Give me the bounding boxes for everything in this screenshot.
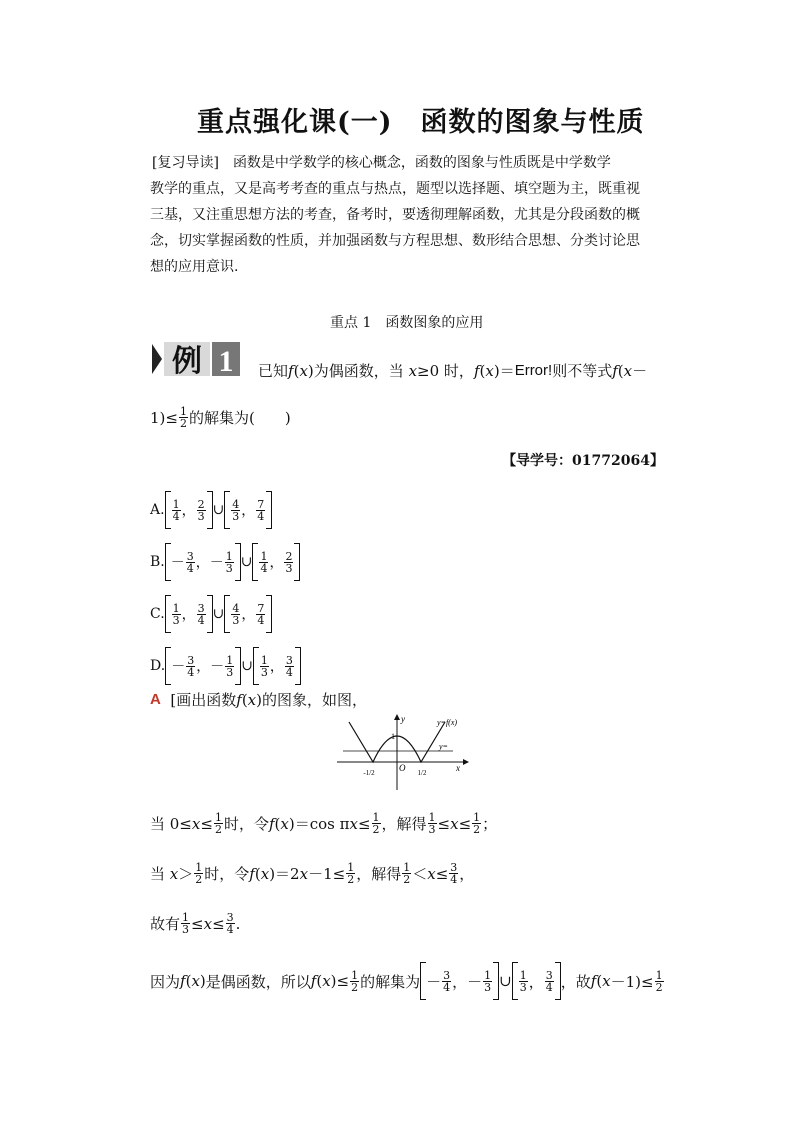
document-id: 【导学号：01772064】 <box>502 453 664 469</box>
section-heading: 重点 1 函数图象的应用 <box>330 315 484 331</box>
answer-letter: A <box>150 691 161 708</box>
solution-line-3: 当 x ＞ $\frac{1}{2}$ 时，令 f ( x ) ＝2 x －1≤ $\frac{1}{2}$ ，解得 $\frac{1}{2}$ ＜ x ≤ $\frac{3}{4}$ ， <box>150 861 475 886</box>
graph-x-label: x <box>456 763 460 773</box>
solution-line-2: 当 0≤ x ≤ $\frac{1}{2}$ 时，令 f ( x ) ＝cos π x ≤ $\frac{1}{2}$ ，解得 $\frac{1}{3}$ ≤ x ≤ $\frac{1}{2}$ ； <box>150 811 498 836</box>
graph-one-label: 1 <box>391 732 395 741</box>
example-badge-label: 例 <box>172 345 202 378</box>
graph-origin: O <box>399 763 406 773</box>
graph-tick-pos: 1/2 <box>417 769 427 777</box>
intro-line: 三基，又注重思想方法的考查，备考时，要透彻理解函数，尤其是分段函数的概 <box>150 207 640 223</box>
option-d[interactable]: D. － $\frac{3}{4}$ ，－ $\frac{1}{3}$ ∪ $\frac{1}{3}$ ， $\frac{3}{4}$ <box>150 647 301 685</box>
solution-line-5: 因为 f ( x ) 是偶函数，所以 f ( x )≤ $\frac{1}{2}$ 的解集为 － $\frac{3}{4}$ ，－ $\frac{1}{3}$ ∪ $\frac{1}{3}$ ， $\frac{3}{4}$ ，故 f ( x －1)≤ $\frac{1}{2}$ <box>150 962 665 1000</box>
example-line-1: 已知 f ( x ) 为偶函数，当 x ≥0 时， f ( x )＝ Error! 则不等式 f ( x － <box>258 361 648 380</box>
function-graph <box>335 712 475 792</box>
example-badge <box>152 340 240 378</box>
intro-paragraph <box>150 150 675 280</box>
intro-line: 念，切实掌握函数的性质，并加强函数与方程思想、数形结合思想、分类讨论思 <box>150 233 640 249</box>
intro-label: [复习导读] <box>152 155 219 171</box>
solution-line-1: A [画出函数 f ( x ) 的图象，如图， <box>150 690 368 709</box>
option-c[interactable]: C. $\frac{1}{3}$ ， $\frac{3}{4}$ ∪ $\frac{4}{3}$ ， $\frac{7}{4}$ <box>150 595 272 633</box>
example-badge-number: 1 <box>218 345 234 378</box>
graph-curve-label: y=f(x) <box>437 718 458 727</box>
intro-line: 函数是中学数学的核心概念，函数的图象与性质既是中学数学 <box>232 155 611 171</box>
solution-line-4: 故有 $\frac{1}{3}$ ≤ x ≤ $\frac{3}{4}$ . <box>150 911 241 936</box>
page-title: 重点强化课(一) 函数的图象与性质 <box>197 107 645 138</box>
graph-half-label: y= <box>439 742 448 751</box>
graph-tick-neg: -1/2 <box>363 769 375 777</box>
intro-line: 想的应用意识. <box>150 259 239 275</box>
option-a[interactable]: A. $\frac{1}{4}$ ， $\frac{2}{3}$ ∪ $\frac{4}{3}$ ， $\frac{7}{4}$ <box>150 491 272 529</box>
graph-y-label: y <box>401 714 405 724</box>
example-line-2: 1)≤ $\frac{1}{2}$ 的解集为( ) <box>150 405 291 430</box>
option-b[interactable]: B. － $\frac{3}{4}$ ，－ $\frac{1}{3}$ ∪ $\frac{1}{4}$ ， $\frac{2}{3}$ <box>150 543 300 581</box>
intro-line: 教学的重点，又是高考考查的重点与热点，题型以选择题、填空题为主，既重视 <box>150 181 640 197</box>
